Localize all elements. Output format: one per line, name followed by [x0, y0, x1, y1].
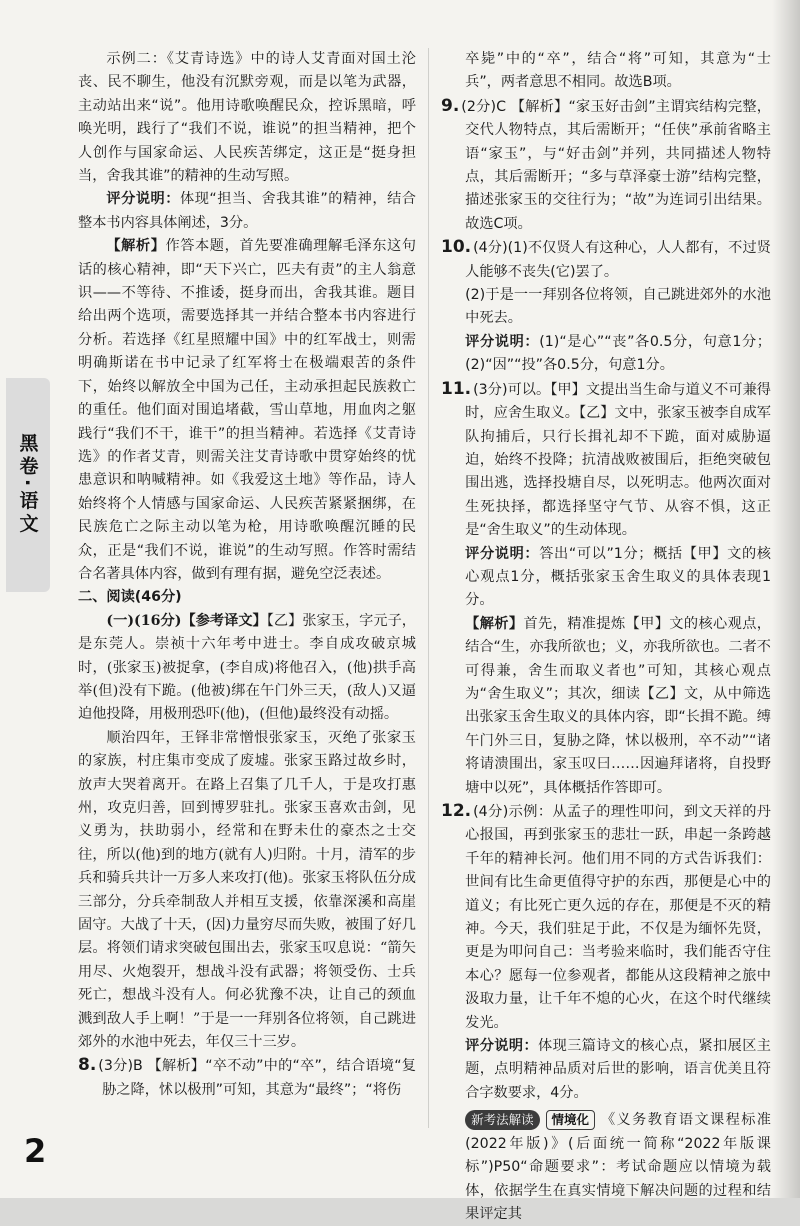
section-heading: 二、阅读(46分) [78, 589, 182, 606]
question-12: 12. (4分)示例：从孟子的理性叩问，到文天祥的丹心报国，再到张家玉的悲壮一跃，串起一条跨越千年的精神长河。他们用不同的方式告诉我们：世间有比生命更值得守护的东西，那便是心中的道义；有比死亡更久远的存在，那便是不灭的精神。今天，我们驻足于此，不仅是为缅怀先贤，更是为叩问自己：当考验来临时，我们能否守住本心？愿每一位参观者，都能从这段精神之旅中汲取力量，让千年不熄的心火，在这个时代继续发光。 [441, 801, 771, 1031]
left-column [78, 48, 416, 1102]
question-12-scoring: 评分说明：体现三篇诗文的核心点，紧扣展区主题，点明精神品质对后世的影响，语言优美且符合字数要求，4分。 [465, 1038, 771, 1101]
column-divider [428, 48, 429, 1128]
right-column [441, 48, 771, 1226]
exam-interpretation-note: 新考法解读 情境化 《义务教育语文课程标准(2022年版)》(后面统一简称“2022年版课标”)P50“命题要求”：考试命题应以情境为载体，依据学生在真实情境下解决问题的过程和结果评定其 [465, 1112, 771, 1222]
question-11-analysis: 【解析】首先，精准提炼【甲】文的核心观点，结合“生，亦我所欲也；义，亦我所欲也。二者不可得兼，舍生而取义者也”可知，其核心观点为“舍生取义”；其次，细读【乙】文，从中筛选出张家玉舍生取义的具体内容，即“长揖不跪。缚午门外三日，复胁之降，怵以极刑，卒不动”“诸将请溃围出，家玉叹曰……因遍拜诸将，自投野塘中以死”，具体概括作答即可。 [465, 615, 771, 796]
page-edge-shadow [772, 0, 800, 1198]
question-8: 8. (3分)B 【解析】“卒不动”中的“卒”，结合语境“复胁之降，怵以极刑”可知，其意为“最终”；“将伤 [78, 1055, 416, 1098]
question-10-scoring: 评分说明：(1)“是心”“丧”各0.5分，句意1分；(2)“因”“投”各0.5分，句意1分。 [465, 333, 771, 374]
question-8-continued: 卒毙”中的“卒”，结合“将”可知，其意为“士兵”，两者意思不相同。故选B项。 [465, 51, 771, 91]
scoring-note: 评分说明：体现“担当、舍我其谁”的精神，结合整本书内容具体阐述，3分。 [78, 191, 416, 231]
analysis-paragraph: 【解析】作答本题，首先要准确理解毛泽东这句话的核心精神，即“天下兴亡，匹夫有责”的主人翁意识——不等待、不推诿，挺身而出，舍我其谁。题目给出两个选项，需要选择其一并结合整本书内容进行分析。若选择《红星照耀中国》中的红军战士，则需明确斯诺在书中记录了红军将士在极端艰苦的条件下，始终以解放全中国为己任，主动承担起民族救亡的重任。他们面对围追堵截，雪山草地，用血肉之躯践行“我们不干，谁干”的担当精神。若选择《艾青诗选》的作者艾青，则需关注艾青诗歌中贯穿始终的忧患意识和呐喊精神。如《我爱这土地》等作品，诗人始终将个人情感与国家命运、人民疾苦紧紧捆绑，在民族危亡之际主动以笔为枪，用诗歌唤醒沉睡的民众，正是“我们不说，谁说”的生动写照。作答时需结合名著具体内容，做到有理有据，避免空泛表述。 [78, 238, 416, 582]
question-9: 9. (2分)C 【解析】“家玉好击剑”主谓宾结构完整，交代人物特点，其后需断开；“任侠”承前省略主语“家玉”，与“好击剑”并列，共同描述人物特点，其后需断开；“多与草泽豪士游”结构完整，描述张家玉的交往行为；“故”为连词引出结果。故选C项。 [441, 95, 771, 232]
translation-paragraph: (一)(16分)【参考译文】【乙】张家玉，字元子，是东莞人。崇祯十六年考中进士。李自成攻破京城时，(张家玉)被捉拿，(李自成)将他召入，(他)拱手高举(但)没有下跪。(他被)绑在午门外三天，(敌人)又逼迫他投降，用极刑恐吓(他)，(但他)最终没有动摇。 [78, 612, 416, 723]
question-11-scoring: 评分说明：答出“可以”1分；概括【甲】文的核心观点1分，概括张家玉舍生取义的具体表现1分。 [465, 545, 771, 609]
question-11: 11. (3分)可以。【甲】文提出当生命与道义不可兼得时，应舍生取义。【乙】文中，张家玉被李自成军队拘捕后，只行长揖礼却不下跪，面对威胁逼迫，始终不投降；抗清战败被围后，拒绝突破包围出逃，选择投塘自尽，以死明志。他两次面对生死抉择，都选择坚守气节、从容不惧，这正是“舍生取义”的生动体现。 [441, 378, 771, 539]
question-10: 10. (4分)(1)不仅贤人有这种心，人人都有，不过贤人能够不丧失(它)罢了。 [441, 237, 771, 280]
new-exam-badge: 新考法解读 [465, 1110, 540, 1130]
question-10-part-2: (2)于是一一拜别各位将领，自己跳进郊外的水池中死去。 [465, 287, 771, 327]
side-tab: 黑卷·语文 [6, 378, 50, 592]
contextual-badge: 情境化 [546, 1110, 596, 1130]
translation-paragraph-2: 顺治四年，王铎非常憎恨张家玉，灭绝了张家玉的家族，村庄集市变成了废墟。张家玉路过故乡时，放声大哭着离开。在路上召集了几千人，于是攻打惠州，攻克归善，回到博罗驻扎。张家玉喜欢击剑，见义勇为，扶助弱小，经常和在野未仕的豪杰之士交往，所以(他)到的地方(就有人)归附。十月，清军的步兵和骑兵共计一万多人来攻打(他)。张家玉将队伍分成三部分，分兵牵制敌人并相互支援，依靠深溪和高崖固守。大战了十天，(因)力量穷尽而失败，被围了好几层。将领们请求突破包围出去，张家玉叹息说：“箭矢用尽、火炮裂开，想战斗没有武器；将领受伤、士兵死亡，想战斗没有人。何必犹豫不决，让自己的颈血溅到敌人手上啊！”于是一一拜别各位将领，自己跳进郊外的水池中死去，年仅三十三岁。 [78, 729, 416, 1051]
example-two-paragraph: 示例二：《艾青诗选》中的诗人艾青面对国土沦丧、民不聊生，他没有沉默旁观，而是以笔为武器，主动站出来“说”。他用诗歌唤醒民众，控诉黑暗，呼唤光明，践行了“我们不说，谁说”的担当精神，把个人创作与国家命运、人民疾苦绑定，这正是“挺身担当，舍我其谁”的精神的生动写照。 [78, 51, 416, 185]
page-number: 2 [24, 1132, 47, 1170]
